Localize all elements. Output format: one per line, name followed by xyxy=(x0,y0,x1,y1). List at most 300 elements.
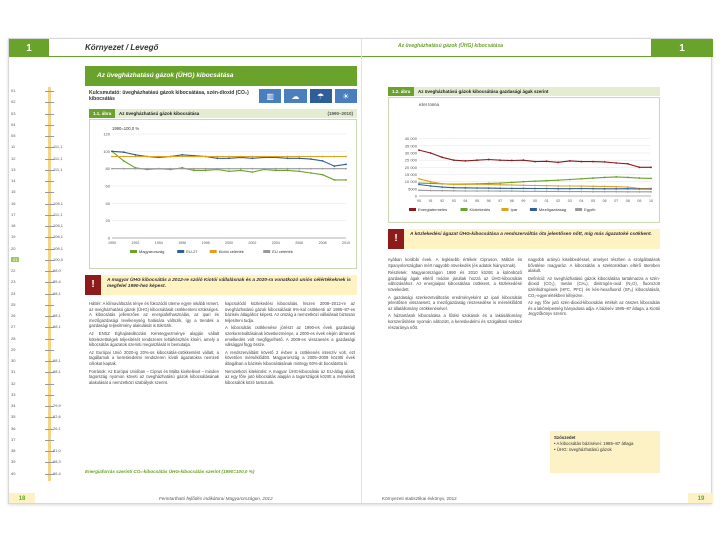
glossary-line: • ÜHG: üvegházhatású gázok xyxy=(554,447,612,452)
x-tick-label: 01 xyxy=(544,199,549,203)
data-point xyxy=(627,176,629,178)
data-point xyxy=(228,156,230,158)
data-point xyxy=(205,170,207,172)
y-tick-label: 0 xyxy=(414,193,417,199)
data-point xyxy=(345,163,347,165)
data-point xyxy=(592,177,594,179)
scale-row xyxy=(9,87,73,96)
paragraph: Részletek: Magyarországon 1990 és 2010 között a különböző gazdasági ágak eltérő módon járultak hozzá az ÜHG-kibocsátás változásához. Az energiaipar kibocsátása csökkent, a közlekedésé növekedett. xyxy=(388,270,522,292)
data-point xyxy=(511,181,513,183)
rain-icon: ☂ xyxy=(310,89,332,103)
y-tick-label: 20 xyxy=(105,218,110,224)
data-point xyxy=(181,154,183,156)
scale-row xyxy=(9,380,73,389)
data-point xyxy=(592,161,594,163)
scale-value: 98,0 xyxy=(53,268,61,274)
data-point xyxy=(228,168,230,170)
data-point xyxy=(499,190,501,192)
data-point xyxy=(298,156,300,158)
scale-tick xyxy=(45,125,54,126)
data-point xyxy=(310,156,312,158)
data-point xyxy=(170,168,172,170)
scale-label: 24 xyxy=(11,290,16,296)
scale-label: 21 xyxy=(13,256,18,262)
scale-label: 37 xyxy=(11,436,16,442)
data-point xyxy=(534,188,536,190)
data-point xyxy=(557,188,559,190)
data-point xyxy=(650,166,652,168)
data-point xyxy=(488,187,490,189)
right-footer xyxy=(362,493,713,503)
x-tick-label: 05 xyxy=(591,199,595,203)
y-tick-label: 5000 xyxy=(408,186,417,192)
data-point xyxy=(310,168,312,170)
data-point xyxy=(581,178,583,180)
figure-title: Az üvegházhatású gázok kibocsátása gazdasági ágak szerint xyxy=(418,89,549,94)
data-point xyxy=(453,187,455,189)
chart-1-svg xyxy=(90,120,356,268)
chart-2-svg xyxy=(389,98,659,222)
figure-years: (1990–2010) xyxy=(327,111,353,116)
data-point xyxy=(546,191,548,193)
data-point xyxy=(499,159,501,161)
scale-tick xyxy=(45,181,54,182)
scale-row xyxy=(9,267,73,276)
data-point xyxy=(287,168,289,170)
data-point xyxy=(345,168,347,170)
paragraph: A háztartások kibocsátása a fűtési szokások és a lakásállomány korszerűsítése nyomán változott, a kereskedelmi és szolgáltató szektor részaránya nőtt. xyxy=(388,313,522,330)
data-point xyxy=(275,168,277,170)
paragraph: nyában korábbi évek. A legkisebb értékek Cipruson, Máltán és Spanyolországban mért nagyobb növekedés (és adatok hiányoznak). xyxy=(388,257,522,268)
data-point xyxy=(333,179,335,181)
scale-label: 35 xyxy=(11,414,16,420)
scale-tick xyxy=(45,91,54,92)
scale-row xyxy=(9,245,73,254)
paragraph: A gazdasági szerkezetváltozás eredményeként az ipari kibocsátás jelentősen visszaesett, a mezőgazdaság részesedése is mérséklődött az állatállomány csökkenésével. xyxy=(388,294,522,311)
data-point xyxy=(581,191,583,193)
data-point xyxy=(615,186,617,188)
data-point xyxy=(322,174,324,176)
paragraph: Az ENSZ Éghajlatváltozási Keretegyezménye alapján vállalt kötelezettségek teljesítését rendszeres leltárkészítés kíséri, amely a kibocsátás ágazatok szerinti megoszlását is bemutatja. xyxy=(89,330,219,348)
data-point xyxy=(298,157,300,159)
series-line xyxy=(419,150,651,167)
data-point xyxy=(123,151,125,153)
data-point xyxy=(333,165,335,167)
y-tick-label: 20 000 xyxy=(404,164,417,170)
scale-label: 38 xyxy=(11,448,16,454)
data-point xyxy=(111,168,113,170)
scale-label: 22 xyxy=(11,268,16,274)
data-point xyxy=(546,185,548,187)
data-point xyxy=(499,182,501,184)
data-point xyxy=(430,152,432,154)
scale-label: 36 xyxy=(11,425,16,431)
scale-label: 32 xyxy=(11,380,16,386)
data-point xyxy=(604,176,606,178)
y-tick-label: 120 xyxy=(103,131,110,137)
data-point xyxy=(252,171,254,173)
scale-label: 17 xyxy=(11,211,16,217)
data-point xyxy=(592,188,594,190)
scale-label: 01 xyxy=(11,88,16,93)
scale-row xyxy=(9,323,73,332)
scale-label: 05 xyxy=(11,133,16,139)
data-point xyxy=(465,187,467,189)
data-point xyxy=(441,190,443,192)
figure-number: 1.1. ábra xyxy=(89,109,115,118)
left-page xyxy=(9,39,361,503)
data-point xyxy=(252,156,254,158)
page-number: 19 xyxy=(688,493,713,503)
data-point xyxy=(418,149,420,151)
scale-value: 96,4 xyxy=(53,470,61,476)
data-point xyxy=(111,150,113,152)
margin-scale xyxy=(9,87,73,481)
data-point xyxy=(569,179,571,181)
data-point xyxy=(476,187,478,189)
scale-tick xyxy=(45,384,54,385)
scale-tick xyxy=(45,350,54,351)
data-point xyxy=(557,191,559,193)
x-tick-label: 1998 xyxy=(201,241,210,245)
legend-label: Kiotói célérték xyxy=(218,249,244,254)
scale-row xyxy=(9,357,73,366)
exclamation-icon: ! xyxy=(388,229,404,249)
scale-tick xyxy=(45,102,54,103)
scale-row xyxy=(9,233,73,242)
scale-value: 98,1 xyxy=(53,290,61,296)
scale-row xyxy=(9,143,73,152)
data-point xyxy=(287,156,289,158)
scale-label: 40 xyxy=(11,470,16,476)
data-point xyxy=(170,156,172,158)
y-axis-label: ezer tonna xyxy=(419,102,439,107)
legend-swatch xyxy=(177,250,184,253)
scale-label: 13 xyxy=(11,166,16,172)
scale-tick xyxy=(45,339,54,340)
data-point xyxy=(650,191,652,193)
y-tick-label: 40 000 xyxy=(404,136,417,142)
data-point xyxy=(430,181,432,183)
data-point xyxy=(310,158,312,160)
data-point xyxy=(488,184,490,186)
x-tick-label: 98 xyxy=(509,199,514,203)
data-point xyxy=(287,170,289,172)
data-point xyxy=(546,160,548,162)
x-tick-label: 96 xyxy=(486,199,491,203)
book-spread xyxy=(8,38,712,504)
x-tick-label: 2008 xyxy=(318,241,327,245)
scale-label: 20 xyxy=(11,245,16,251)
data-point xyxy=(441,186,443,188)
data-point xyxy=(111,156,113,158)
data-point xyxy=(333,156,335,158)
data-point xyxy=(569,188,571,190)
data-point xyxy=(511,160,513,162)
scale-value: 111,1 xyxy=(53,166,63,172)
data-point xyxy=(240,156,242,158)
scale-value: 106,1 xyxy=(53,234,64,240)
scale-tick xyxy=(45,440,54,441)
footer-text: Környezeti statisztikai évkönyv, 2012 xyxy=(382,496,457,501)
paragraph: Nemzetközi kitekintés: A magyar ÜHG-kibocsátás az EU-átlag alatti, az egy főre jutó kibocsátás alapján a tagországok között a mérsékelt kibocsátók közé tartozunk. xyxy=(225,368,355,385)
legend-label: Magyarország xyxy=(139,249,165,254)
data-point xyxy=(216,157,218,159)
data-point xyxy=(263,168,265,170)
data-point xyxy=(465,184,467,186)
data-point xyxy=(557,161,559,163)
right-page xyxy=(361,39,713,503)
data-point xyxy=(123,156,125,158)
scale-label: 03 xyxy=(11,110,16,116)
scale-value: 98,1 xyxy=(53,369,61,375)
x-tick-label: 2006 xyxy=(295,241,304,245)
data-point xyxy=(534,161,536,163)
data-point xyxy=(418,178,420,180)
data-point xyxy=(275,170,277,172)
data-point xyxy=(193,156,195,158)
scale-row xyxy=(9,458,73,467)
y-tick-label: 60 xyxy=(105,183,110,189)
data-point xyxy=(592,191,594,193)
paragraph: Az Európai Unió 2020-ig 20%-os kibocsátás-csökkentést vállalt, a tagállamok a kereskedelmi rendszeren kívüli ágazatokra nemzeti célokat kaptak. xyxy=(89,349,219,366)
paragraph: Az egy főre jutó szén-dioxid-kibocsátás értékét az összes kibocsátás és a lakónépesség hányadosa adja. A bázisév 1985–87 átlaga, a Kiotói Jegyzőkönyv szerint. xyxy=(528,300,660,317)
data-point xyxy=(298,168,300,170)
data-point xyxy=(252,168,254,170)
scale-value: 111,1 xyxy=(53,155,63,161)
data-point xyxy=(615,191,617,193)
text-column-1 xyxy=(388,257,522,483)
x-tick-label: 91 xyxy=(428,199,433,203)
data-point xyxy=(488,190,490,192)
scale-value: 81,0 xyxy=(53,448,61,454)
data-point xyxy=(557,179,559,181)
chapter-number-tab: 1 xyxy=(651,39,713,57)
legend-label: Egyéb xyxy=(584,207,596,212)
scale-row xyxy=(9,301,73,310)
scale-value: 106,1 xyxy=(53,200,64,206)
data-point xyxy=(441,183,443,185)
data-point xyxy=(216,168,218,170)
scale-row xyxy=(9,278,73,287)
data-point xyxy=(476,190,478,192)
topic-icons xyxy=(259,89,357,103)
paragraph: Háttér: A klímaváltozás ténye és fokozódó üteme egyre inkább ismert, az üvegházhatású gázok (ÜHG) kibocsátását csökkenteni szükséges. A kibocsátás jellemzően az energiafelhasználás, az ipari és mezőgazdasági tevékenység hatására változik, így a trendek a gazdasági teljesítmény alakulását is tükrözik. xyxy=(89,301,219,329)
header-rule xyxy=(362,56,652,57)
chart-2 xyxy=(388,97,660,223)
scale-row xyxy=(9,155,73,164)
data-point xyxy=(523,188,525,190)
figure-caption-bar xyxy=(89,109,357,118)
scale-label: 02 xyxy=(11,99,16,105)
data-point xyxy=(639,188,641,190)
y-tick-label: 40 xyxy=(105,200,110,206)
x-tick-label: 08 xyxy=(625,199,630,203)
data-point xyxy=(310,172,312,174)
data-point xyxy=(418,189,420,191)
chart-1 xyxy=(89,119,357,269)
y-tick-label: 100 xyxy=(103,148,110,154)
page-number: 18 xyxy=(9,493,35,503)
data-point xyxy=(322,156,324,158)
y-tick-label: 15 000 xyxy=(404,172,417,177)
scale-value: 111,1 xyxy=(53,211,63,217)
scale-row xyxy=(9,98,73,107)
x-tick-label: 07 xyxy=(614,199,619,203)
scale-value: 98,1 xyxy=(53,313,61,319)
data-point xyxy=(345,156,347,158)
data-point xyxy=(123,168,125,170)
data-point xyxy=(615,188,617,190)
scale-label: 27 xyxy=(11,324,16,330)
data-point xyxy=(193,168,195,170)
running-head: Az üvegházhatású gázok (ÜHG) kibocsátása xyxy=(398,43,504,49)
scale-row xyxy=(9,110,73,119)
x-tick-label: 95 xyxy=(475,199,479,203)
scale-label: 34 xyxy=(11,403,16,409)
data-point xyxy=(523,159,525,161)
data-point xyxy=(499,184,501,186)
scale-label: 30 xyxy=(11,358,16,364)
y-tick-label: 25 000 xyxy=(404,157,417,163)
legend-swatch xyxy=(210,250,217,253)
legend-label: EU célérték xyxy=(272,249,293,254)
text-column-2 xyxy=(225,301,355,465)
legend-label: EU-27 xyxy=(186,249,198,254)
legend-label: Ipar xyxy=(510,207,518,212)
x-tick-label: 94 xyxy=(463,199,468,203)
scale-row xyxy=(9,166,73,175)
legend-swatch xyxy=(530,208,537,211)
x-tick-label: 1994 xyxy=(154,241,163,245)
scale-label: 26 xyxy=(11,313,16,319)
x-tick-label: 92 xyxy=(440,199,445,203)
scale-label: 23 xyxy=(11,279,16,285)
scale-label: 04 xyxy=(11,121,16,127)
data-point xyxy=(158,156,160,158)
paragraph: nagyobb arányú kisebbedéssel, amelyet részben a szolgáltatások bővülése magyaráz. A kibocsátás a szektorokban eltérő ütemben alakult. xyxy=(528,257,660,274)
paragraph: kapcsolódó közlekedési kibocsátás, hiszen 2008–2012-re az üvegházhatású gázok kibocsátását 6%-kal csökkenti az 1985–87-es bázisév átlagához képest. Az ország a nemzetközi vállalásait biztosan teljesíteni tudja. xyxy=(225,301,355,323)
x-tick-label: 2004 xyxy=(271,241,280,245)
data-point xyxy=(135,156,137,158)
sun-icon: ☀ xyxy=(335,89,357,103)
data-point xyxy=(627,186,629,188)
data-point xyxy=(534,180,536,182)
data-point xyxy=(263,156,265,158)
data-point xyxy=(298,170,300,172)
scale-label: 18 xyxy=(11,223,16,229)
legend-swatch xyxy=(461,208,468,211)
x-tick-label: 04 xyxy=(579,199,584,203)
data-point xyxy=(228,170,230,172)
exclamation-icon: ! xyxy=(85,275,101,295)
x-tick-label: 10 xyxy=(649,199,653,203)
scale-label: 12 xyxy=(11,155,16,161)
scale-row xyxy=(9,346,73,355)
scale-value: 82,6 xyxy=(53,414,61,420)
chapter-title: Környezet / Levegő xyxy=(85,43,159,52)
data-point xyxy=(240,168,242,170)
text-column-1 xyxy=(89,301,219,465)
scale-row xyxy=(9,425,73,434)
x-tick-label: 90 xyxy=(417,199,421,203)
paragraph: Definíció: Az üvegházhatású gázok kibocsátása tartalmazza a szén-dioxid (CO₂), metán (CH₄), dinitrogén-oxid (N₂O), fluorozott szénhidrogének (HFC, PFC) és kén-hexafluorid (SF₆) kibocsátását, CO₂-egyenértékben kifejezve. xyxy=(528,275,660,298)
data-point xyxy=(158,168,160,170)
data-point xyxy=(205,156,207,158)
data-point xyxy=(146,168,148,170)
x-tick-label: 06 xyxy=(602,199,607,203)
data-point xyxy=(146,156,148,158)
indicator-subhead: Kulcsmutató: üvegházhatású gázok kibocsátása, szén-dioxid (CO₂) kibocsátás xyxy=(89,90,249,102)
scale-row xyxy=(9,132,73,141)
data-point xyxy=(511,188,513,190)
data-point xyxy=(216,156,218,158)
figure-number: 1.2. ábra xyxy=(388,87,414,96)
scale-label: 19 xyxy=(11,234,16,240)
data-point xyxy=(135,168,137,170)
data-point xyxy=(205,168,207,170)
data-point xyxy=(546,188,548,190)
data-point xyxy=(430,185,432,187)
scale-value: 95,4 xyxy=(53,279,61,285)
legend-swatch xyxy=(130,250,137,253)
scale-row xyxy=(9,200,73,209)
scale-label: 31 xyxy=(11,369,16,375)
data-point xyxy=(523,190,525,192)
paragraph: Források: Az Európai Unióban – Ciprus és Málta kivételével – minden tagország nyomon követi az üvegházhatású gázok kibocsátásának alakulását a nemzetközi szabályok szerint. xyxy=(89,368,219,385)
x-tick-label: 03 xyxy=(567,199,572,203)
data-point xyxy=(534,185,536,187)
data-point xyxy=(476,159,478,161)
data-point xyxy=(650,177,652,179)
data-point xyxy=(627,188,629,190)
data-point xyxy=(333,168,335,170)
data-point xyxy=(546,180,548,182)
scale-row xyxy=(9,368,73,377)
scale-row xyxy=(9,211,73,220)
left-footer xyxy=(9,493,361,503)
scale-row xyxy=(9,391,73,400)
data-point xyxy=(252,157,254,159)
scale-row xyxy=(9,312,73,321)
data-point xyxy=(639,166,641,168)
data-point xyxy=(430,190,432,192)
data-point xyxy=(523,184,525,186)
data-point xyxy=(615,162,617,164)
data-point xyxy=(569,185,571,187)
scale-label: 29 xyxy=(11,346,16,352)
legend-swatch xyxy=(575,208,582,211)
scale-row xyxy=(9,290,73,299)
scale-row xyxy=(9,188,73,197)
data-point xyxy=(650,188,652,190)
data-point xyxy=(511,190,513,192)
footer-text: Fenntartható fejlődés indikátorai Magyarországon, 2012 xyxy=(159,496,273,501)
paragraph: A kibocsátás csökkenése jórészt az 1990-es évek gazdasági szerkezetváltásának következménye, a 2000-es évek elején átmeneti emelkedés volt megfigyelhető. A 2009-es visszaesés a gazdasági válsággal függ össze. xyxy=(225,325,355,348)
scale-row xyxy=(9,436,73,445)
scale-label: 25 xyxy=(11,301,16,307)
glossary-box xyxy=(550,431,660,473)
y-tick-label: 30 000 xyxy=(404,150,417,156)
data-point xyxy=(604,185,606,187)
data-point xyxy=(569,191,571,193)
data-point xyxy=(569,160,571,162)
scale-row xyxy=(9,121,73,130)
data-point xyxy=(581,188,583,190)
source-note: Energiaforrás szerinti CO₂-kibocsátás ÜHG-kibocsátás szerint (1990=100,0 %) xyxy=(85,469,255,474)
series-line xyxy=(112,151,346,180)
x-tick-label: 2000 xyxy=(225,241,233,245)
